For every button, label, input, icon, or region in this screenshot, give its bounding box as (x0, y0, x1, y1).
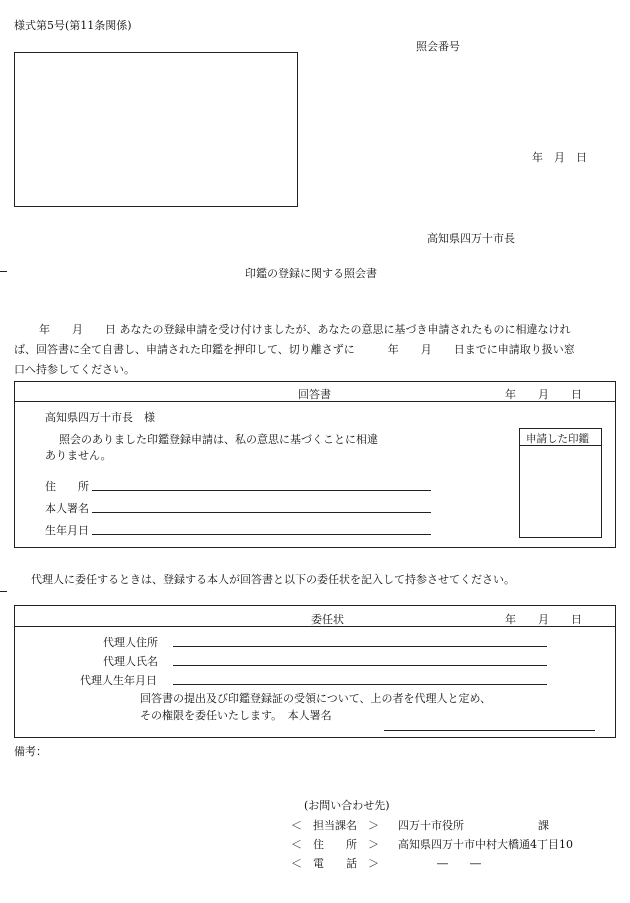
birthdate-field-line[interactable] (92, 534, 431, 535)
delegation-statement-line-1: 回答書の提出及び印鑑登録証の受領について、上の者を代理人と定め、 (140, 692, 492, 705)
reply-statement-line-2: ありません。 (45, 449, 112, 462)
inquiry-number-label: 照会番号 (416, 40, 460, 53)
proxy-address-label: 代理人住所 (103, 636, 158, 649)
contact-phone-label: ＜ 電 話 ＞ (291, 857, 379, 870)
reply-statement-line-1: 照会のありました印鑑登録申請は、私の意思に基づくことに相違 (59, 433, 378, 446)
delegation-form-divider (15, 626, 615, 627)
reply-form-title: 回答書 (298, 388, 331, 401)
signature-label: 本人署名 (45, 502, 89, 515)
remarks-label: 備考： (14, 745, 47, 758)
proxy-address-field-line[interactable] (173, 646, 547, 647)
reply-form-date: 年 月 日 (505, 388, 582, 401)
birthdate-label: 生年月日 (45, 524, 89, 537)
contact-dept-label: ＜ 担当課名 ＞ (291, 819, 379, 832)
reply-form-divider (15, 401, 615, 402)
address-field-line[interactable] (92, 490, 431, 491)
fold-mark-bottom (0, 591, 7, 592)
contact-heading: (お問い合わせ先) (304, 799, 390, 812)
proxy-name-field-line[interactable] (173, 665, 547, 666)
proxy-birthdate-label: 代理人生年月日 (80, 674, 157, 687)
header-date: 年 月 日 (532, 151, 587, 164)
body-line-3: 口へ持参してください。 (14, 363, 135, 376)
seal-box-label: 申請した印鑑 (526, 433, 589, 445)
contact-dept-suffix: 課 (538, 819, 549, 832)
contact-address-value: 高知県四万十市中村大橋通4丁目10 (398, 838, 573, 851)
delegation-form-title: 委任状 (311, 613, 344, 626)
issuer-name: 高知県四万十市長 (427, 232, 515, 245)
contact-dept-value: 四万十市役所 (398, 819, 464, 832)
address-label: 住 所 (45, 480, 89, 493)
body-line-1: 年 月 日 あなたの登録申請を受け付けましたが、あなたの意思に基づき申請されたものに相違なけれ (39, 323, 571, 336)
fold-mark-top (0, 271, 7, 272)
proxy-birthdate-field-line[interactable] (173, 684, 547, 685)
reply-addressee: 高知県四万十市長 様 (45, 411, 155, 424)
contact-address-label: ＜ 住 所 ＞ (291, 838, 379, 851)
principal-signature-field-line[interactable] (384, 730, 595, 731)
proxy-name-label: 代理人氏名 (103, 655, 158, 668)
contact-phone-value: ― ― (437, 857, 481, 870)
body-line-2: ば、回答書に全て自書し、申請された印鑑を押印して、切り離さずに 年 月 日までに申請取り扱い窓 (14, 343, 575, 356)
form-number: 様式第5号(第11条関係) (14, 19, 132, 32)
delegation-statement-line-2: その権限を委任いたします。 本人署名 (140, 709, 332, 722)
document-title: 印鑑の登録に関する照会書 (245, 267, 377, 280)
delegation-form-date: 年 月 日 (505, 613, 582, 626)
proxy-note: 代理人に委任するときは、登録する本人が回答書と以下の委任状を記入して持参させてください。 (31, 573, 515, 586)
signature-field-line[interactable] (92, 512, 431, 513)
address-window-box (14, 52, 298, 207)
